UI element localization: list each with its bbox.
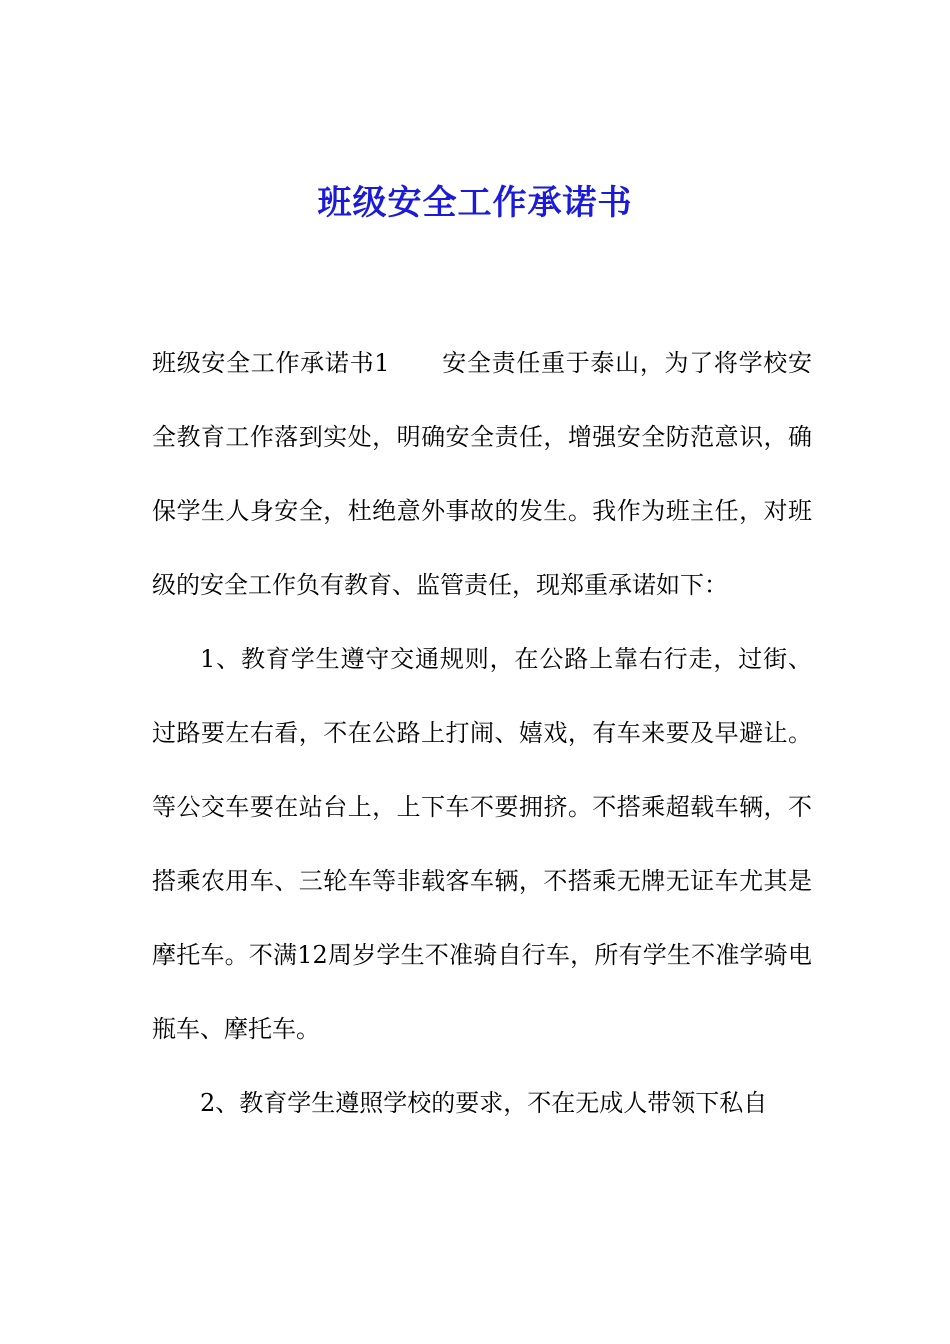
intro-text: 安全责任重于泰山，为了将学校安全教育工作落到实处，明确安全责任，增强安全防范意识，确保学生人身安全，杜绝意外事故的发生。我作为班主任，对班级的安全工作负有教育、监管责任，现郑重承诺如下： — [152, 349, 812, 599]
item-paragraph-1: 1、教育学生遵守交通规则，在公路上靠右行走，过街、过路要左右看，不在公路上打闹、嬉戏，有车来要及早避让。等公交车要在站台上，上下车不要拥挤。不搭乘超载车辆，不搭乘农用车、三轮车等非载客车辆，不搭乘无牌无证车尤其是摩托车。不满12周岁学生不准骑自行车，所有学生不准学骑电瓶车、摩托车。 — [152, 645, 812, 1043]
intro-paragraph — [152, 326, 812, 622]
document-body — [152, 326, 812, 1140]
intro-heading: 班级安全工作承诺书1 — [152, 349, 390, 377]
item-paragraph-2: 2、教育学生遵照学校的要求，不在无成人带领下私自 — [200, 1089, 768, 1117]
document-title: 班级安全工作承诺书 — [317, 183, 633, 223]
